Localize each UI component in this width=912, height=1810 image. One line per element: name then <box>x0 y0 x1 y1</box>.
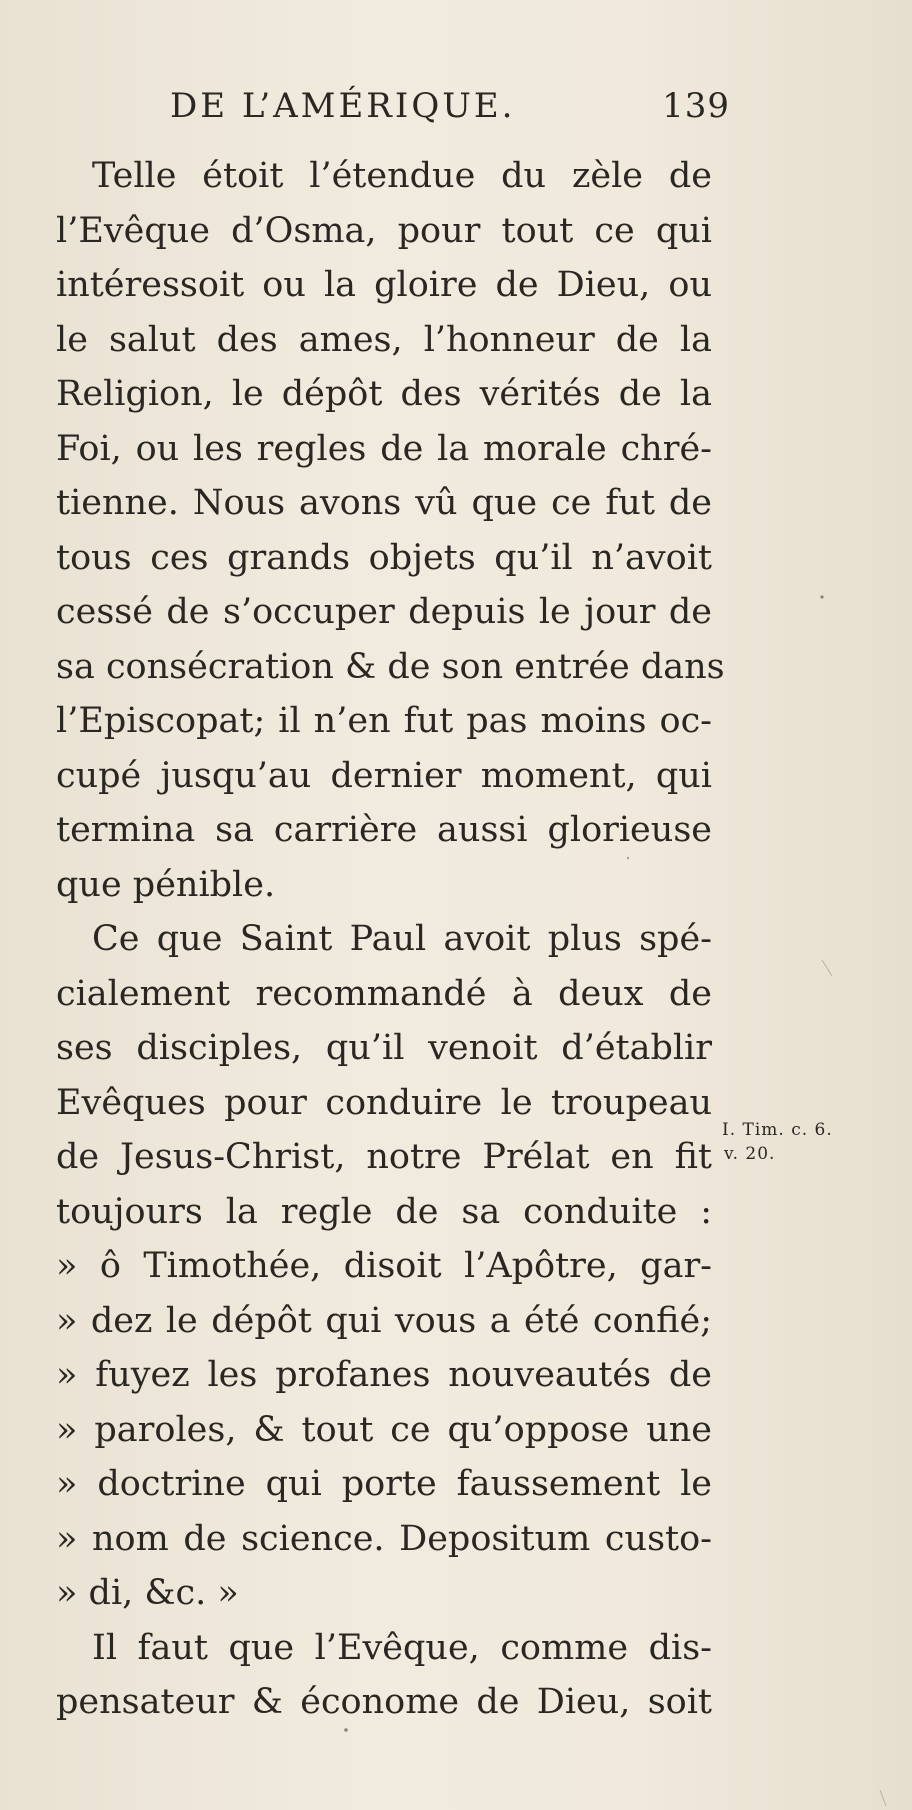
text-line: Religion, le dépôt des vérités de la <box>56 374 712 414</box>
text-line: Foi, ou les regles de la morale chré- <box>56 428 712 469</box>
running-title: DE L’AMÉRIQUE. <box>170 86 516 126</box>
quote-line: » doctrine qui porte faussement le <box>56 1464 712 1504</box>
quote-line: » nom de science. Depositum custo- <box>56 1518 712 1559</box>
text-line: Ce que Saint Paul avoit plus spé- <box>92 919 712 959</box>
text-line: Telle étoit l’étendue du zèle de <box>92 156 712 196</box>
margin-reference <box>722 1118 902 1166</box>
margin-reference-line: I. Tim. c. 6. <box>722 1120 833 1140</box>
text-line: pensateur & économe de Dieu, soit <box>56 1682 712 1722</box>
quote-line: » paroles, & tout ce qu’oppose une <box>56 1409 712 1450</box>
text-line: cessé de s’occuper depuis le jour de <box>56 592 712 632</box>
running-header <box>170 86 730 126</box>
text-line: que pénible. <box>56 864 276 905</box>
text-line: cialement recommandé à deux de <box>56 973 712 1014</box>
quote-line: » dez le dépôt qui vous a été confié; <box>56 1300 712 1341</box>
text-line: l’Episcopat; il n’en fut pas moins oc- <box>56 701 712 741</box>
text-line: tous ces grands objets qu’il n’avoit <box>56 537 712 578</box>
text-line: intéressoit ou la gloire de Dieu, ou <box>56 265 712 305</box>
text-line: tienne. Nous avons vû que ce fut de <box>56 483 712 523</box>
quote-line: » fuyez les profanes nouveautés de <box>56 1355 712 1395</box>
text-line: cupé jusqu’au dernier moment, qui <box>56 755 712 796</box>
quote-line: » di, &c. » <box>56 1573 239 1613</box>
text-line: sa consécration & de son entrée dans <box>56 646 725 687</box>
text-line: termina sa carrière aussi glorieuse <box>56 810 712 850</box>
text-line: Il faut que l’Evêque, comme dis- <box>92 1627 712 1668</box>
page-number: 139 <box>662 86 730 126</box>
text-line: de Jesus-Christ, notre Prélat en fit <box>56 1137 712 1177</box>
quote-line: » ô Timothée, disoit l’Apôtre, gar- <box>56 1246 712 1286</box>
text-line: ses disciples, qu’il venoit d’établir <box>56 1028 712 1068</box>
text-line: Evêques pour conduire le troupeau <box>56 1082 712 1123</box>
text-line: toujours la regle de sa conduite : <box>56 1191 712 1232</box>
body-text <box>56 149 725 1730</box>
margin-reference-line: v. 20. <box>724 1144 776 1164</box>
text-line: l’Evêque d’Osma, pour tout ce qui <box>56 210 712 251</box>
text-line: le salut des ames, l’honneur de la <box>56 319 712 360</box>
